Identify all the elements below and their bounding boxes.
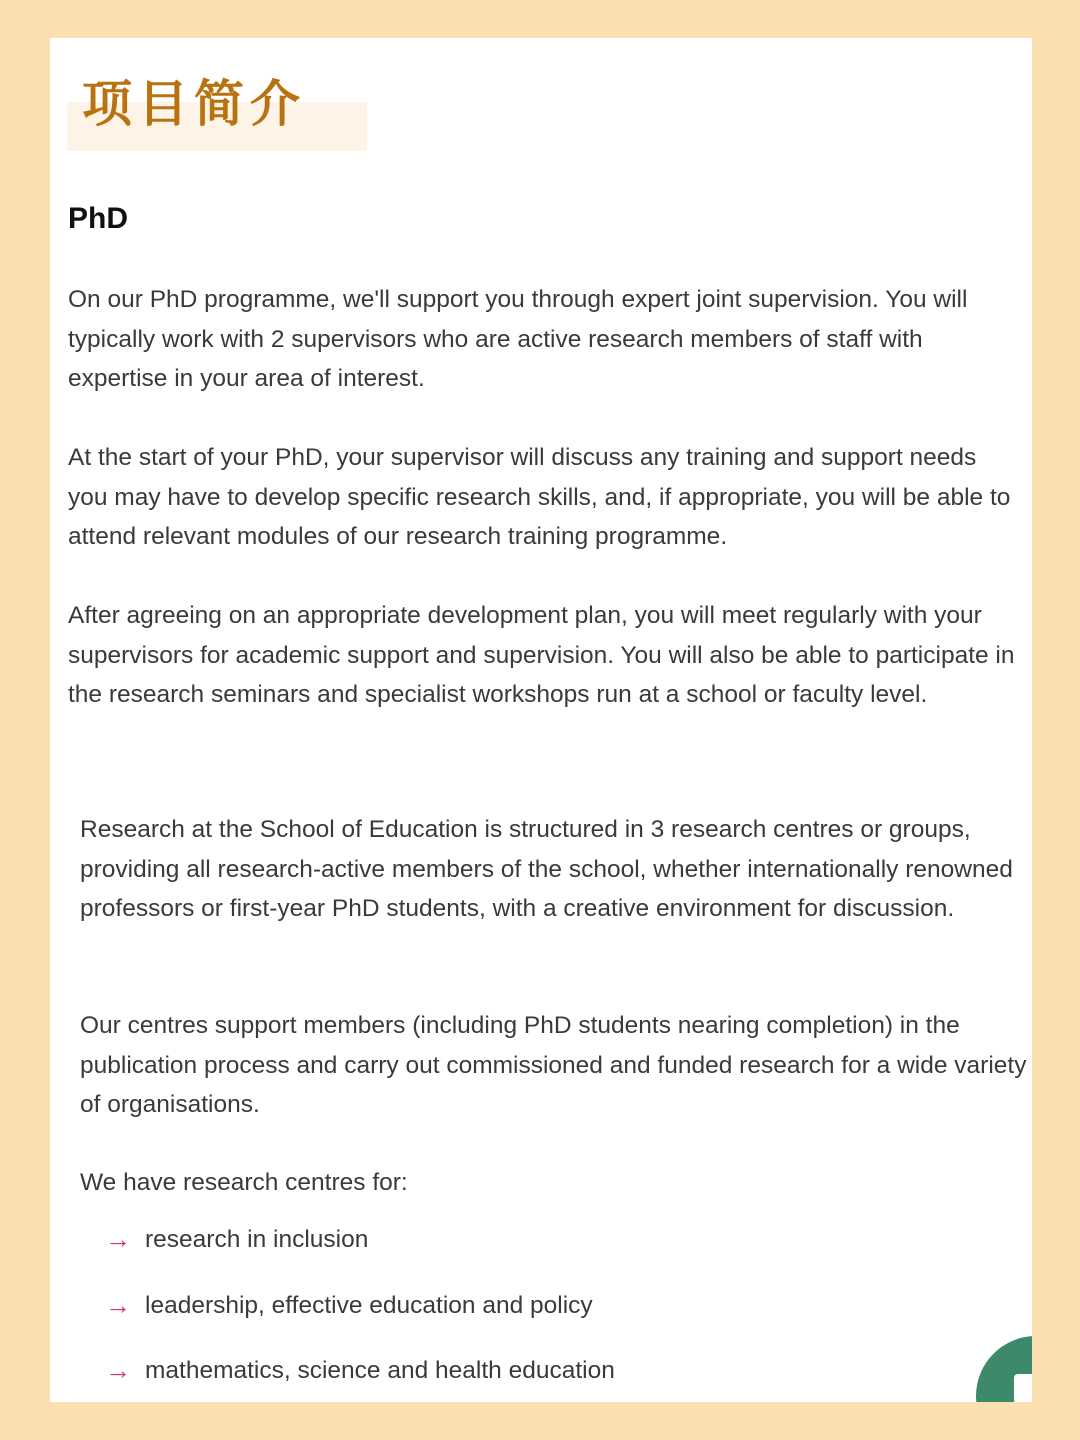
list-item-label: leadership, effective education and policy xyxy=(145,1291,593,1319)
list-item xyxy=(105,1290,593,1321)
section-heading: PhD xyxy=(68,202,128,235)
list-item xyxy=(105,1355,615,1386)
paragraph-1: On our PhD programme, we'll support you through expert joint supervision. You will typically work with 2 supervisors who are active research members of staff with expertise in your area of interest. xyxy=(68,286,968,392)
chat-icon xyxy=(1014,1374,1032,1402)
chat-button[interactable] xyxy=(976,1336,1032,1402)
list-item-label: research in inclusion xyxy=(145,1225,369,1253)
arrow-right-icon: → xyxy=(105,1290,131,1320)
content-card xyxy=(50,38,1032,1402)
paragraph-2: At the start of your PhD, your supervisor will discuss any training and support needs you may have to develop specific research skills, and, if appropriate, you will be able to attend relevant modules of our research training programme. xyxy=(68,444,1011,550)
list-item-label: mathematics, science and health education xyxy=(145,1356,615,1384)
paragraph-4: Research at the School of Education is structured in 3 research centres or groups, providing all research-active members of the school, whether internationally renowned professors or first-year PhD students, with a creative environment for discussion. xyxy=(80,816,1013,922)
page-title: 项目简介 xyxy=(82,75,306,133)
arrow-right-icon: → xyxy=(105,1224,131,1254)
arrow-right-icon: → xyxy=(105,1355,131,1385)
paragraph-3: After agreeing on an appropriate development plan, you will meet regularly with your supervisors for academic support and supervision. You will also be able to participate in the research seminars and specialist workshops run at a school or faculty level. xyxy=(68,602,1015,708)
list-item xyxy=(105,1224,368,1255)
paragraph-5: Our centres support members (including PhD students nearing completion) in the publication process and carry out commissioned and funded research for a wide variety of organisations. xyxy=(80,1012,1027,1118)
paragraph-6: We have research centres for: xyxy=(80,1169,408,1196)
